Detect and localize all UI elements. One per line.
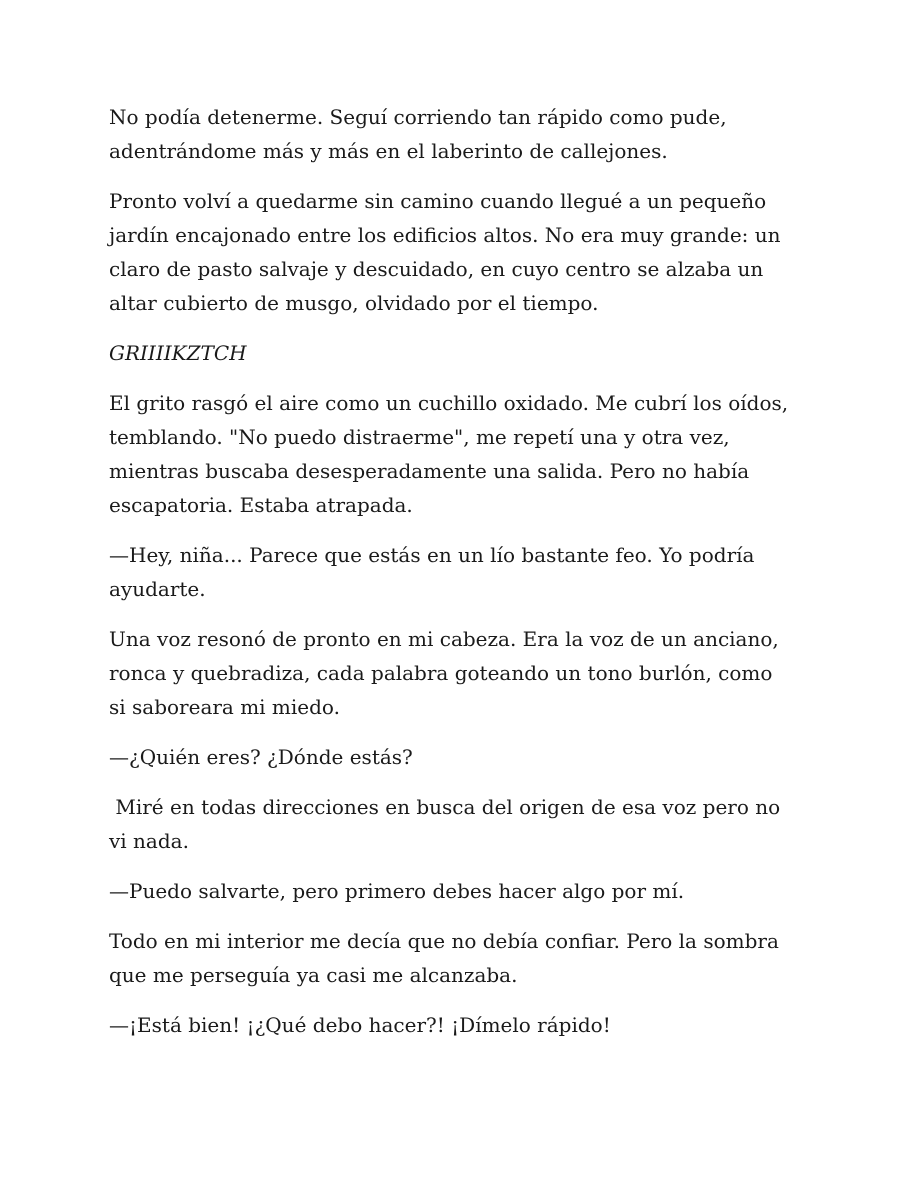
dialogue-line-4: —¡Está bien! ¡¿Qué debo hacer?! ¡Dímelo rápido! bbox=[109, 1013, 611, 1037]
paragraph-8: Miré en todas direcciones en busca del origen de esa voz pero no vi nada. bbox=[109, 795, 787, 853]
paragraph-4: El grito rasgó el aire como un cuchillo oxidado. Me cubrí los oídos, temblando. "No puedo distraerme", me repetí una y otra vez, mientras buscaba desesperadamente una salida. Pero no había escapatoria. Estaba atrapada. bbox=[109, 391, 795, 517]
dialogue-line-1: —Hey, niña... Parece que estás en un lío bastante feo. Yo podría ayudarte. bbox=[109, 543, 761, 601]
paragraph-1: No podía detenerme. Seguí corriendo tan rápido como pude, adentrándome más y más en el laberinto de callejones. bbox=[109, 105, 733, 163]
paragraph-2: Pronto volví a quedarme sin camino cuando llegué a un pequeño jardín encajonado entre los edificios altos. No era muy grande: un claro de pasto salvaje y descuidado, en cuyo centro se alzaba un altar cubierto de musgo, olvidado por el tiempo. bbox=[109, 189, 787, 315]
dialogue-line-3: —Puedo salvarte, pero primero debes hacer algo por mí. bbox=[109, 879, 685, 903]
paragraph-10: Todo en mi interior me decía que no debía confiar. Pero la sombra que me perseguía ya casi me alcanzaba. bbox=[109, 929, 786, 987]
paragraph-6: Una voz resonó de pronto en mi cabeza. Era la voz de un anciano, ronca y quebradiza, cada palabra goteando un tono burlón, como si saboreara mi miedo. bbox=[109, 627, 786, 719]
dialogue-line-2: —¿Quién eres? ¿Dónde estás? bbox=[109, 745, 413, 769]
sound-effect: GRIIIIKZTCH bbox=[109, 341, 247, 365]
